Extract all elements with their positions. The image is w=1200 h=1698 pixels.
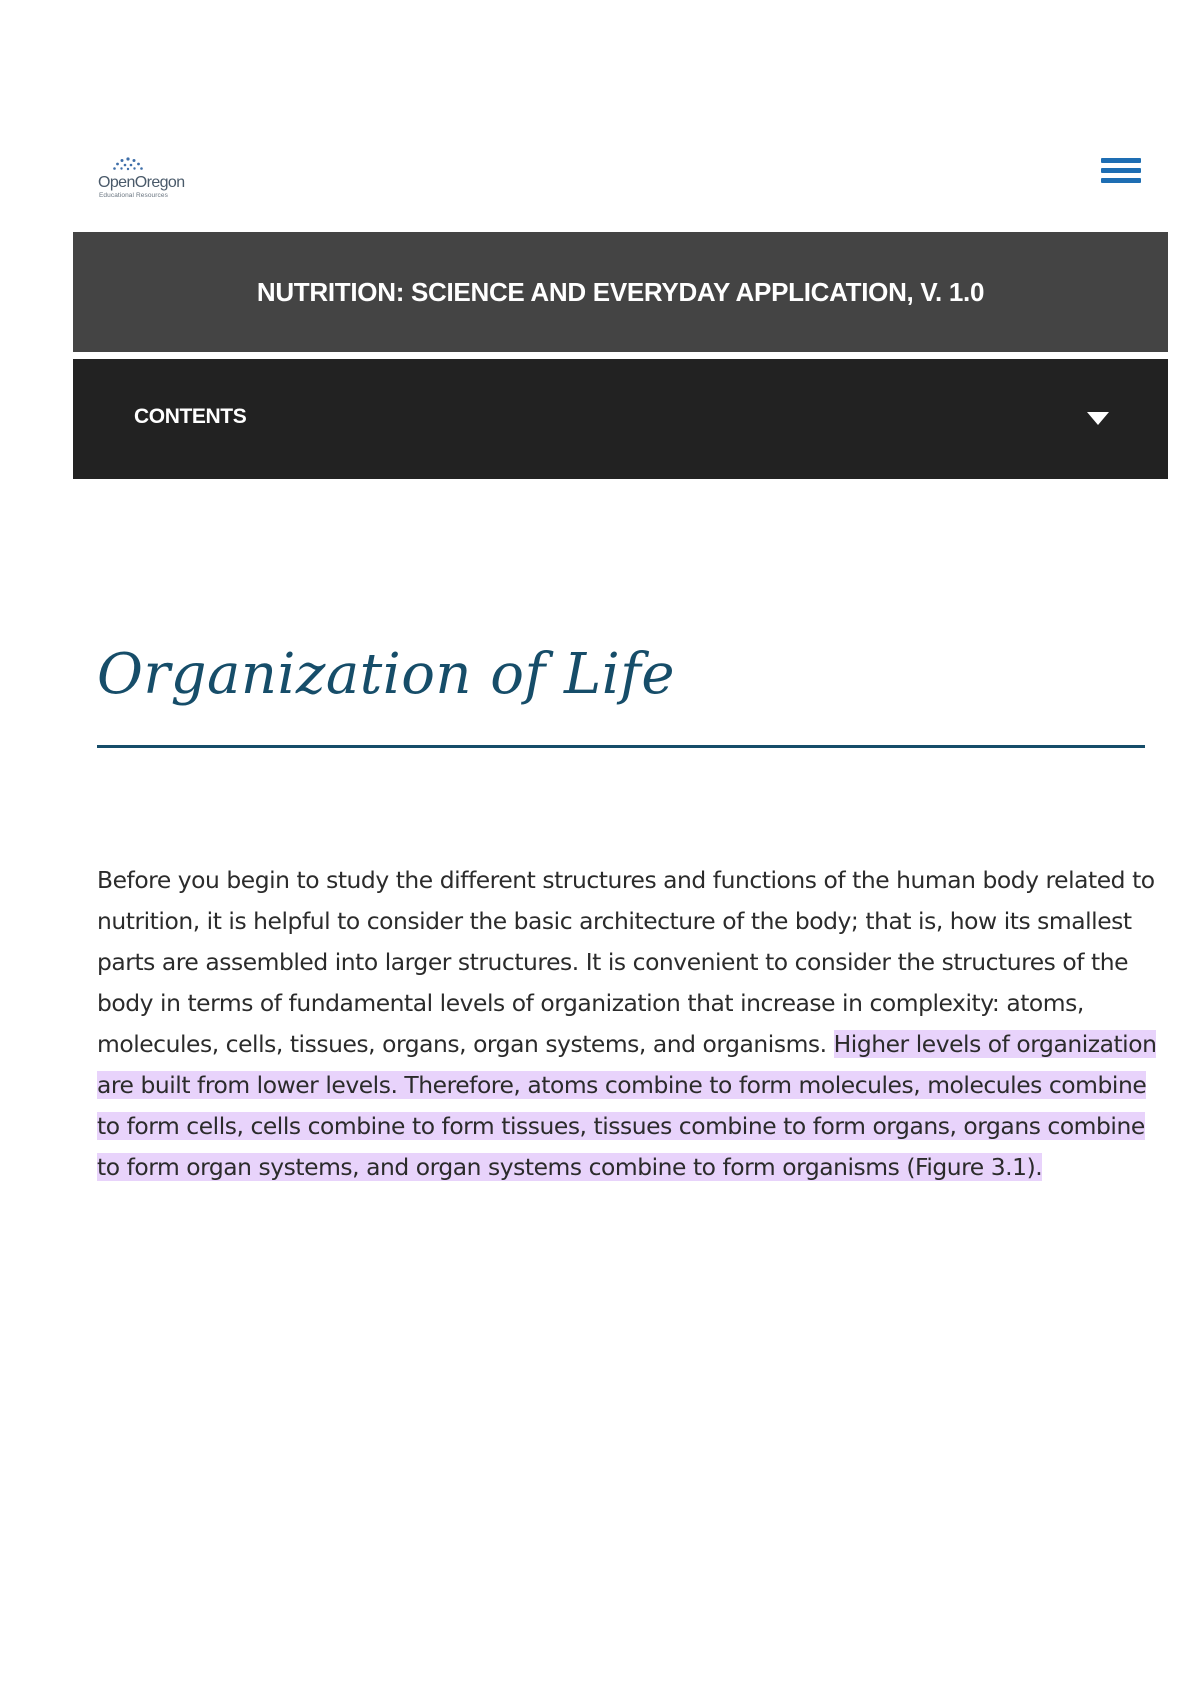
paragraph-text: Before you begin to study the different structures and functions of the human body related to nutrition, it is helpful to consider the basic architecture of the body; that is, how its smallest parts are assembled into larger structures. It is convenient to consider the structures of the body in terms of fundamental levels of organization that increase in complexity: atoms, molecules, cells, tissues, organs, organ systems, and organisms.: [97, 866, 1155, 1058]
highlighted-text: Higher levels of organization are built from lower levels. Therefore, atoms combine to form molecules, molecules combine to form cells, cells combine to form tissues, tissues combine to form organs, organs combine to form organ systems, and organ systems combine to form organisms (Figure 3.1).: [97, 1030, 1157, 1181]
contents-toggle[interactable]: [73, 359, 1168, 479]
hamburger-menu-icon[interactable]: [1101, 158, 1145, 188]
caret-down-icon: [1087, 412, 1109, 425]
book-title-bar[interactable]: [73, 232, 1168, 352]
title-divider: [97, 745, 1145, 748]
open-oregon-logo[interactable]: [98, 156, 194, 202]
intro-paragraph: [97, 860, 1157, 1188]
logo-tagline: Educational Resources: [99, 192, 168, 199]
book-title[interactable]: NUTRITION: SCIENCE AND EVERYDAY APPLICATION, V. 1.0: [256, 276, 985, 307]
contents-label: CONTENTS: [134, 405, 247, 428]
page-title: Organization of Life: [97, 642, 675, 707]
logo-name: OpenOregon: [98, 174, 185, 191]
